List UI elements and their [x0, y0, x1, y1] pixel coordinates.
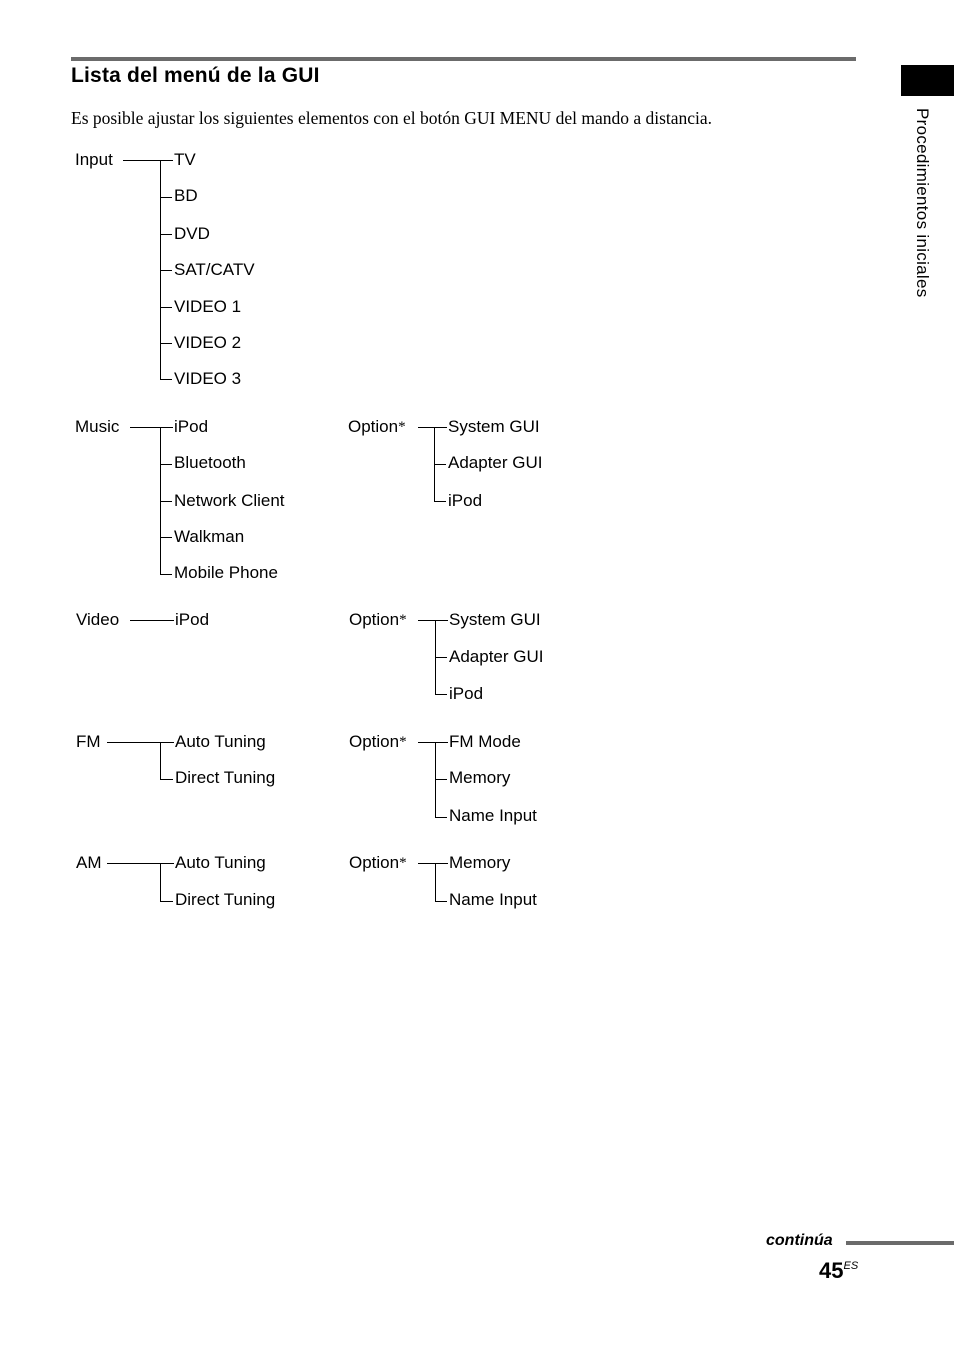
option-item: Adapter GUI: [448, 453, 543, 472]
connector-line: [107, 863, 174, 864]
side-tab-label: Procedimientos iniciales: [913, 108, 932, 298]
connector-line: [160, 343, 172, 344]
root-label-video: Video: [76, 610, 120, 629]
option-label: Option*: [349, 732, 407, 751]
connector-line: [435, 863, 436, 901]
menu-item: TV: [174, 150, 196, 169]
menu-item: Direct Tuning: [175, 768, 276, 787]
connector-line: [435, 901, 447, 902]
option-item: FM Mode: [449, 732, 521, 751]
menu-item: DVD: [174, 224, 210, 243]
connector-line: [160, 574, 172, 575]
menu-item: VIDEO 1: [174, 297, 242, 316]
connector-line: [418, 620, 448, 621]
option-item: iPod: [449, 684, 484, 703]
intro-paragraph: Es posible ajustar los siguientes elementos con el botón GUI MENU del mando a distancia.: [71, 108, 713, 128]
connector-line: [160, 901, 173, 902]
connector-line: [435, 817, 447, 818]
connector-line: [418, 742, 448, 743]
connector-line: [130, 427, 173, 428]
connector-line: [418, 863, 448, 864]
root-label-input: Input: [75, 150, 113, 169]
root-label-music: Music: [75, 417, 120, 436]
option-asterisk: *: [398, 419, 406, 435]
option-item: Adapter GUI: [449, 647, 544, 666]
menu-item: VIDEO 2: [174, 333, 242, 352]
connector-line: [160, 464, 172, 465]
page-suffix: ES: [843, 1260, 859, 1272]
connector-line: [435, 779, 447, 780]
connector-line: [160, 379, 172, 380]
connector-line: [434, 464, 446, 465]
connector-line: [434, 501, 446, 502]
connector-line: [107, 742, 174, 743]
option-asterisk: *: [399, 734, 407, 750]
connector-line: [160, 779, 173, 780]
top-rule: [71, 57, 856, 61]
menu-item: Network Client: [174, 491, 285, 510]
side-tab-marker: [901, 65, 954, 96]
root-label-fm: FM: [76, 732, 101, 751]
menu-item: Walkman: [174, 527, 245, 546]
connector-line: [160, 537, 172, 538]
option-item: System GUI: [449, 610, 541, 629]
connector-line: [123, 160, 173, 161]
menu-item: iPod: [174, 417, 209, 436]
side-tab: [888, 108, 948, 368]
menu-item: Bluetooth: [174, 453, 246, 472]
option-asterisk: *: [399, 612, 407, 628]
menu-item: Direct Tuning: [175, 890, 276, 909]
connector-line: [435, 657, 447, 658]
menu-item: VIDEO 3: [174, 369, 242, 388]
connector-line: [435, 694, 447, 695]
option-asterisk: *: [399, 855, 407, 871]
option-item: Memory: [449, 853, 511, 872]
option-item: Name Input: [449, 806, 537, 825]
menu-item: Auto Tuning: [175, 853, 266, 872]
footer-rule: [846, 1241, 954, 1245]
connector-line: [160, 234, 172, 235]
section-title: Lista del menú de la GUI: [71, 64, 320, 87]
option-label: Option*: [349, 853, 407, 872]
connector-line: [160, 501, 172, 502]
option-item: iPod: [448, 491, 483, 510]
connector-line: [160, 197, 172, 198]
connector-line: [160, 307, 172, 308]
option-item: Memory: [449, 768, 511, 787]
option-label: Option*: [349, 610, 407, 629]
menu-item: iPod: [175, 610, 210, 629]
connector-line: [160, 270, 172, 271]
menu-item: SAT/CATV: [174, 260, 255, 279]
option-label: Option*: [348, 417, 406, 436]
connector-line: [130, 620, 174, 621]
page-number: $45^{ES}$: [819, 1258, 859, 1283]
menu-item: Auto Tuning: [175, 732, 266, 751]
menu-item: BD: [174, 186, 198, 205]
option-item: System GUI: [448, 417, 540, 436]
menu-item: Mobile Phone: [174, 563, 278, 582]
root-label-am: AM: [76, 853, 102, 872]
continues-label: continúa: [766, 1232, 833, 1249]
option-item: Name Input: [449, 890, 537, 909]
connector-line: [418, 427, 447, 428]
connector-line: [160, 742, 161, 779]
connector-line: [160, 863, 161, 901]
